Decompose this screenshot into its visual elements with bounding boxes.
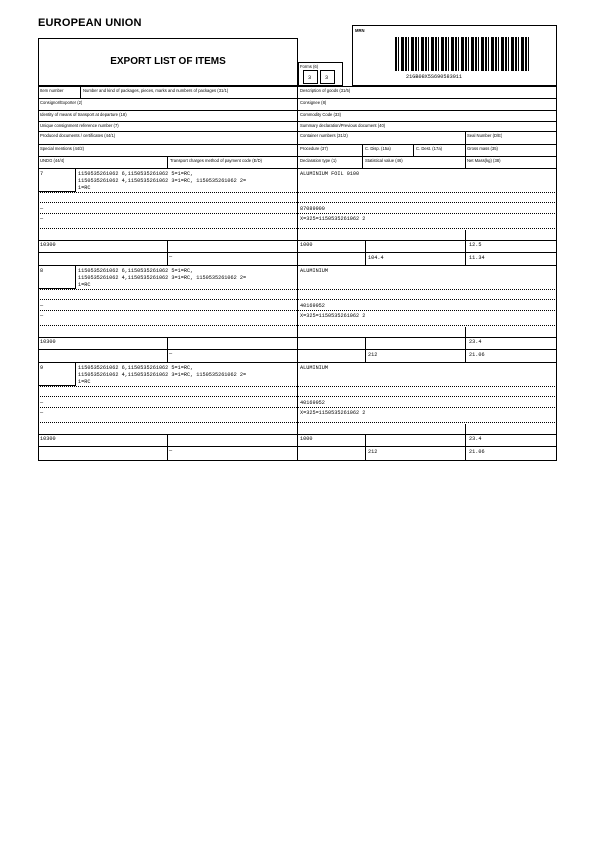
item-dash: — (40, 313, 44, 319)
item-description: ALUMINIUM (300, 365, 329, 371)
item-doc-ref: X=325=1150535261062 2 (300, 410, 366, 416)
label-summary: Summary declaration/Previous document (40) (300, 123, 386, 128)
item-packages-line: 1150535261062 6,1150535261062 5=1=RC, (78, 365, 194, 371)
label-undg: UNDG (44/4) (40, 158, 65, 163)
item-dash: — (40, 303, 44, 309)
label-consignor: Consignor/Exporter (2) (40, 100, 83, 105)
item-dash: — (40, 216, 44, 222)
item-block-3 (0, 362, 595, 461)
item-packages-line: 1150535261062 4,1150535261062 3=1=RC, 1150535261062 2= (78, 275, 247, 281)
forms-current: 3 (308, 75, 312, 81)
forms-total-box (320, 70, 335, 84)
item-commodity: 40169952 (300, 303, 325, 309)
item-packages-line: 1150535261062 6,1150535261062 5=1=RC, (78, 268, 194, 274)
item-dash: — (169, 351, 173, 357)
label-ucr: Unique consignment reference number (7) (40, 123, 119, 128)
item-procedure: 1000 (300, 436, 313, 442)
label-consignee: Consignee (8) (300, 100, 327, 105)
forms-box (298, 62, 343, 86)
item-packages-line: 1=RC (78, 185, 91, 191)
item-description: ALUMINIUM (300, 268, 329, 274)
label-special: Special mentions (44/2) (40, 146, 84, 151)
item-number: 7 (40, 171, 44, 177)
item-block-1 (0, 168, 595, 265)
item-packages-line: 1150535261062 4,1150535261062 3=1=RC, 1150535261062 2= (78, 178, 247, 184)
label-description: Description of goods (31/5) (300, 88, 351, 93)
mrn-label: MRN (355, 28, 365, 33)
item-net-mass: 21.06 (469, 352, 485, 358)
item-doc-ref: X=325=1150535261062 2 (300, 313, 366, 319)
item-procedure: 1000 (300, 242, 313, 248)
item-packages-line: 1150535261062 4,1150535261062 3=1=RC, 1150535261062 2= (78, 372, 247, 378)
title-box (38, 38, 298, 86)
item-packages-line: 1=RC (78, 282, 91, 288)
item-code: 10300 (40, 436, 56, 442)
item-net-mass: 11.34 (469, 255, 485, 261)
label-packages: Number and kind of packages, pieces, marks and numbers of packages (31/1) (83, 88, 229, 93)
forms-current-box (303, 70, 318, 84)
label-produced-docs: Produced documents / certificates (44/1) (40, 133, 116, 138)
item-dash: — (40, 206, 44, 212)
item-block-2 (0, 265, 595, 362)
item-stat-value: 212 (368, 352, 378, 358)
item-gross-mass: 23.4 (469, 436, 482, 442)
label-decl-type: Declaration type (1) (300, 158, 337, 163)
mrn-value: 21GB08X5S690583011 (406, 74, 463, 80)
label-c-dest: C. Dest. (17a) (416, 146, 443, 151)
item-dash: — (40, 410, 44, 416)
item-commodity: 87089900 (300, 206, 325, 212)
item-number: 9 (40, 365, 44, 371)
barcode-image (395, 37, 530, 71)
item-dash: — (169, 254, 173, 260)
label-procedure: Procedure (37) (300, 146, 328, 151)
label-seal: Seal Number (D/E) (467, 133, 503, 138)
item-stat-value: 104.4 (368, 255, 384, 261)
item-description: ALUMINIUM FOIL 0100 (300, 171, 360, 177)
item-number: 8 (40, 268, 44, 274)
label-container: Container numbers (31/2) (300, 133, 348, 138)
label-transport-charges: Transport charges method of payment code (E/D) (170, 158, 263, 163)
item-gross-mass: 23.4 (469, 339, 482, 345)
item-dash: — (40, 400, 44, 406)
item-stat-value: 212 (368, 449, 378, 455)
page-title: EXPORT LIST OF ITEMS (110, 56, 226, 67)
item-commodity: 40169952 (300, 400, 325, 406)
label-item-no: Item number (40, 88, 64, 93)
forms-total: 3 (325, 75, 329, 81)
item-gross-mass: 12.5 (469, 242, 482, 248)
label-gross: Gross mass (35) (467, 146, 498, 151)
label-c-disp: C. Disp. (15a) (365, 146, 391, 151)
forms-label: Forms (6) (300, 64, 319, 69)
item-net-mass: 21.06 (469, 449, 485, 455)
label-stat-value: Statistical value (46) (365, 158, 403, 163)
label-transport: Identity of means of transport at departure (18) (40, 112, 127, 117)
item-dash: — (169, 448, 173, 454)
item-packages-line: 1150535261062 6,1150535261062 5=1=RC, (78, 171, 194, 177)
item-code: 10300 (40, 339, 56, 345)
label-commodity: Commodity Code (33) (300, 112, 341, 117)
item-code: 10300 (40, 242, 56, 248)
item-doc-ref: X=325=1150535261062 2 (300, 216, 366, 222)
label-net-mass: Net Mass(kg) (38) (467, 158, 501, 163)
union-title: EUROPEAN UNION (38, 17, 142, 29)
item-packages-line: 1=RC (78, 379, 91, 385)
